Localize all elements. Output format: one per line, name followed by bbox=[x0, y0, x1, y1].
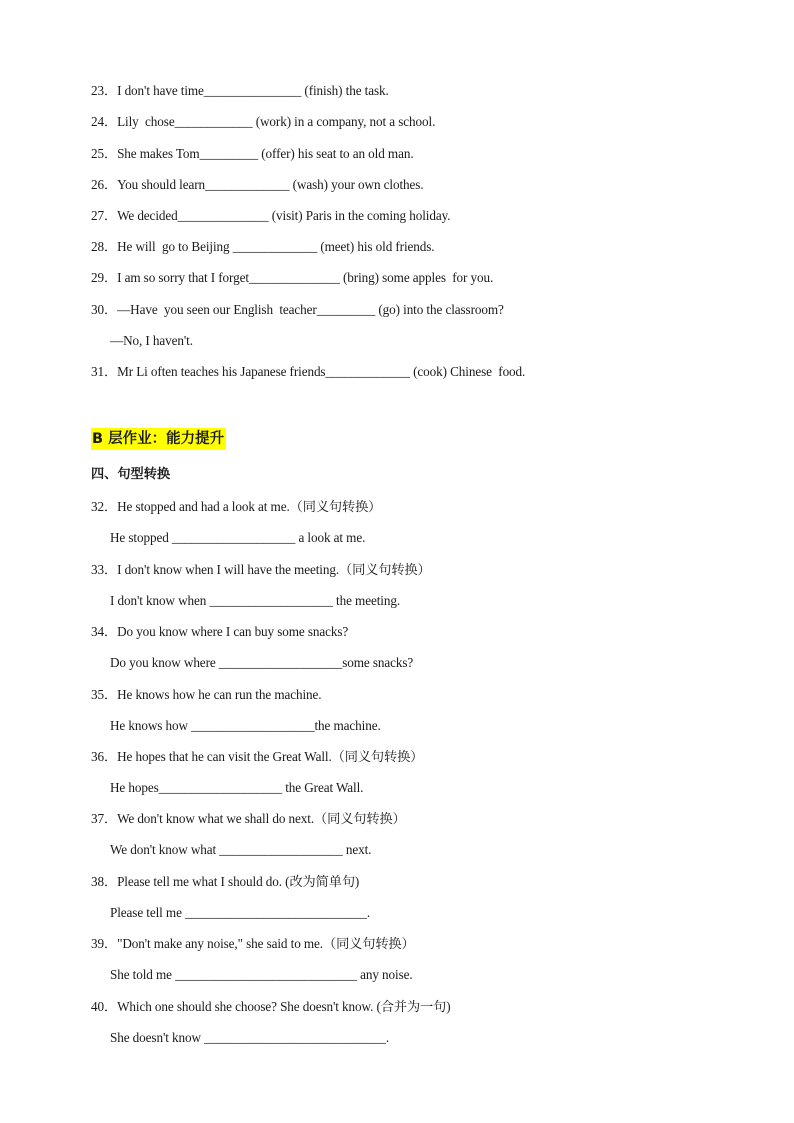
question-39: 39．"Don't make any noise," she said to me.（同义句转换） bbox=[91, 936, 415, 951]
section-b-heading: B 层作业：能力提升 bbox=[91, 428, 226, 450]
question-38: 38．Please tell me what I should do. (改为简单句) bbox=[91, 874, 360, 889]
exercise-25: 25．She makes Tom_________ (offer) his seat to an old man. bbox=[91, 146, 414, 161]
exercise-29: 29．I am so sorry that I forget______________ (bring) some apples for you. bbox=[91, 270, 494, 285]
answer-39: She told me ____________________________ any noise. bbox=[110, 967, 413, 982]
subsection-heading: 四、句型转换 bbox=[91, 467, 171, 482]
answer-38: Please tell me ____________________________. bbox=[110, 905, 371, 920]
exercise-24: 24．Lily chose____________ (work) in a company, not a school. bbox=[91, 114, 436, 129]
question-33: 33．I don't know when I will have the meeting.（同义句转换） bbox=[91, 562, 431, 577]
answer-36: He hopes___________________ the Great Wall. bbox=[110, 780, 364, 795]
exercise-30: 30．—Have you seen our English teacher_________ (go) into the classroom? bbox=[91, 302, 504, 317]
answer-40: She doesn't know ____________________________. bbox=[110, 1030, 390, 1045]
answer-37: We don't know what ___________________ next. bbox=[110, 842, 372, 857]
answer-35: He knows how ___________________the machine. bbox=[110, 718, 381, 733]
exercise-28: 28．He will go to Beijing _____________ (meet) his old friends. bbox=[91, 239, 435, 254]
question-34: 34．Do you know where I can buy some snacks? bbox=[91, 624, 349, 639]
exercise-30-reply: —No, I haven't. bbox=[110, 333, 193, 348]
question-40: 40．Which one should she choose? She doesn't know. (合并为一句) bbox=[91, 999, 451, 1014]
question-37: 37．We don't know what we shall do next.（同义句转换） bbox=[91, 811, 406, 826]
exercise-31: 31．Mr Li often teaches his Japanese friends_____________ (cook) Chinese food. bbox=[91, 364, 526, 379]
question-35: 35．He knows how he can run the machine. bbox=[91, 687, 322, 702]
exercise-23: 23．I don't have time_______________ (finish) the task. bbox=[91, 83, 389, 98]
answer-33: I don't know when ___________________ the meeting. bbox=[110, 593, 401, 608]
answer-32: He stopped ___________________ a look at me. bbox=[110, 530, 366, 545]
question-32: 32．He stopped and had a look at me.（同义句转换） bbox=[91, 499, 382, 514]
question-36: 36．He hopes that he can visit the Great Wall.（同义句转换） bbox=[91, 749, 424, 764]
exercise-26: 26．You should learn_____________ (wash) your own clothes. bbox=[91, 177, 424, 192]
answer-34: Do you know where ___________________some snacks? bbox=[110, 655, 414, 670]
exercise-27: 27．We decided______________ (visit) Paris in the coming holiday. bbox=[91, 208, 451, 223]
